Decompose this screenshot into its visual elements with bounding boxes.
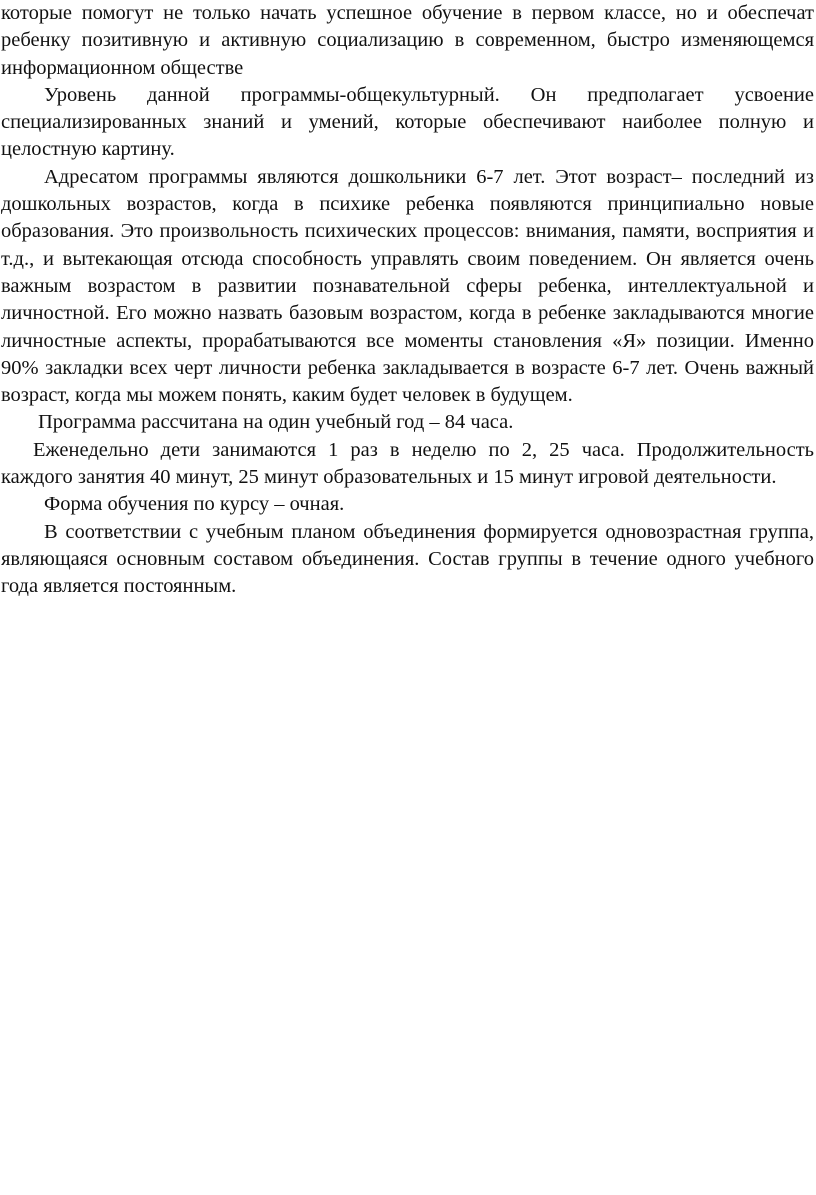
paragraph-program-audience: Адресатом программы являются дошкольники 6-7 лет. Этот возраст– последний из дошкольных возрастов, когда в психике ребенка появляются принципиально новые образования. Это произвольность психических процессов: внимания, памяти, восприятия и т.д., и вытекающая отсюда способность управлять своим поведением. Он является очень важным возрастом в развитии познавательной сферы ребенка, интеллектуальной и личностной. Его можно назвать базовым возрастом, когда в ребенке закладываются многие личностные аспекты, прорабатываются все моменты становления «Я» позиции. Именно 90% закладки всех черт личности ребенка закладывается в возрасте 6-7 лет. Очень важный возраст, когда мы можем понять, каким будет человек в будущем.: [1, 165, 814, 407]
paragraph-continuation: которые помогут не только начать успешное обучение в первом классе, но и обеспечат ребенку позитивную и активную социализацию в современном, быстро изменяющемся информационном обществе: [1, 2, 814, 79]
paragraph-program-duration: Программа рассчитана на один учебный год – 84 часа.: [38, 411, 514, 434]
paragraph-program-level: Уровень данной программы-общекультурный. Он предполагает усвоение специализированных знаний и умений, которые обеспечивают наиболее полную и целостную картину.: [1, 83, 814, 161]
paragraph-weekly-schedule: Еженедельно дети занимаются 1 раз в неделю по 2, 25 часа. Продолжительность каждого занятия 40 минут, 25 минут образовательных и 15 минут игровой деятельности.: [1, 438, 814, 489]
document-body: [1, 0, 814, 601]
paragraph-study-form: Форма обучения по курсу – очная.: [44, 493, 345, 516]
paragraph-group-composition: В соответствии с учебным планом объединения формируется одновозрастная группа, являющаяся основным составом объединения. Состав группы в течение одного учебного года является постоянным.: [1, 520, 814, 598]
